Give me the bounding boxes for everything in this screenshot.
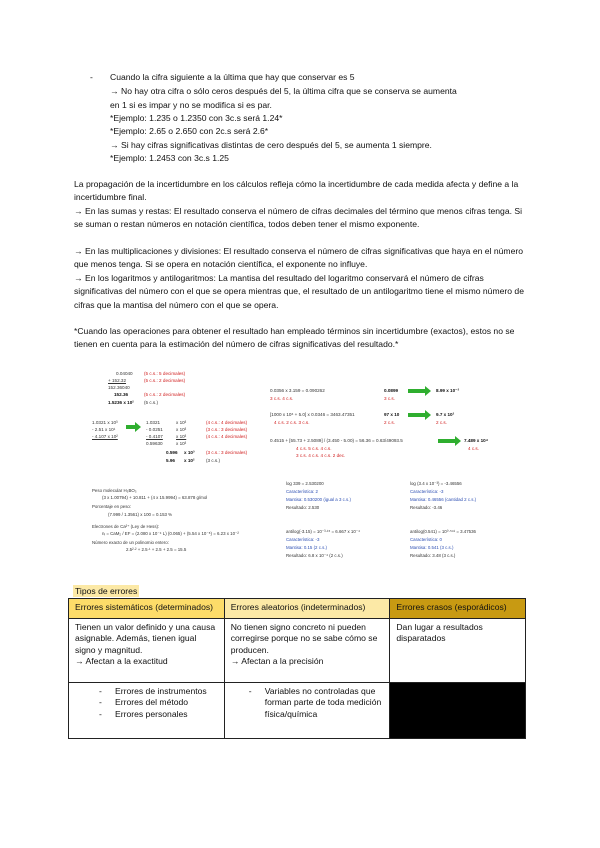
mol-title: Electrones de Ca²⁺ (Ley de Hess):	[92, 524, 160, 529]
sci-term: 1.0321	[146, 420, 161, 425]
cell-text: Tienen un valor definido y una causa asignable. Además, tienen igual signo y magnitud.	[75, 621, 216, 655]
sum-note: (5 c.s.)	[144, 400, 159, 405]
cell-text: → Afectan a la precisión	[230, 656, 324, 667]
sci-note: (4 c.s.: 4 decimales)	[206, 420, 248, 425]
list-item: - Errores de instrumentos	[115, 686, 218, 698]
list-item: - Variables no controladas que forman parte de toda medición física/química	[265, 686, 384, 721]
mol-expression: 2.5²·² + 2.5·¹ + 2.5 + 2.5 = 15.5	[126, 547, 187, 552]
sci-result: 0.596	[166, 450, 178, 455]
sci-final: 5.96	[166, 458, 175, 463]
mult-note: 3 c.s. 4 c.s. 4 c.s. 2 dec.	[296, 453, 346, 458]
errors-title: Tipos de errores	[75, 586, 138, 596]
log-expression: log 339 = 2.530200	[286, 481, 324, 486]
header-gross: Errores crasos (esporádicos)	[390, 599, 526, 619]
antilog-mantissa: Mantisa: 0.541 (3 c.s.)	[410, 545, 454, 550]
mult-final: 7.489 x 10⁴	[464, 438, 488, 443]
propagation-logarithms: → En los logaritmos y antilogaritmos: La mantisa del resultado del logaritmo conservará el número de cifras significativas del número con el que se opera mientras que, el resultado de un antilogaritmo tiene el mismo número de cifras que la mantisa del número con el que se opera.	[74, 273, 524, 310]
sci-exp: x 10³	[176, 441, 187, 446]
mult-note: 2 c.s.	[384, 420, 395, 425]
mol-title: Porcentaje en peso:	[92, 504, 132, 509]
gross-description: Dan lugar a resultados disparatados	[390, 618, 526, 682]
log-characteristic: Característica: 2	[286, 489, 318, 494]
rounding-rule-line: → Si hay cifras significativas distintas de cero después del 5, se aumenta 1 siempre.	[110, 140, 432, 150]
mult-expression: [1000 x 10⁶ + 5.0] x 0.0346 = 3463.47351	[270, 412, 355, 417]
random-sources	[224, 682, 390, 738]
header-random: Errores aleatorios (indeterminados)	[224, 599, 390, 619]
rounding-example: *Ejemplo: 1.2453 con 3c.s 1.25	[110, 153, 229, 163]
cell-text: No tienen signo concreto ni pueden corregirse porque no se sabe cómo se producen.	[230, 621, 378, 655]
sci-term: - 0.4107	[146, 434, 163, 439]
sci-term: - 0.0251	[146, 427, 163, 432]
mult-note: 4 c.s. 5 c.s. 4 c.s.	[296, 446, 332, 451]
sci-term: - 4.107 x 10²	[92, 434, 118, 439]
green-arrow-icon	[408, 413, 426, 417]
log-expression: log (3.4 x 10⁻³) = -3.46556	[410, 481, 462, 486]
mult-note: 2 c.s.	[436, 420, 447, 425]
sci-exp: x 10³	[176, 420, 187, 425]
random-description	[224, 618, 390, 682]
mol-title: Número exacto de un polinomio entero:	[92, 540, 169, 545]
sci-note: (3 c.s.: 3 decimales)	[206, 427, 248, 432]
sum-note: (5 c.s.: 5 decimales)	[144, 371, 186, 376]
mult-expression: 0.4515 + [55.73 + 2.5089] / (3.450 - 5.00) = 56.36 = 0.63/49093.5	[270, 438, 403, 443]
green-arrow-icon	[438, 439, 456, 443]
mult-note: 4 c.s.	[468, 446, 479, 451]
sci-term: - 2.51 x 10¹	[92, 427, 116, 432]
table-row	[69, 618, 526, 682]
sci-exp: x 10²	[184, 458, 195, 463]
sci-exp: x 10³	[176, 434, 187, 439]
mol-title: Peso molecular H₃BO₃	[92, 488, 137, 493]
log-result: Resultado: -3.46	[410, 505, 443, 510]
rounding-rule-line: en 1 si es impar y no se modifica si es par.	[110, 100, 272, 110]
systematic-sources	[69, 682, 225, 738]
propagation-sums: → En las sumas y restas: El resultado conserva el número de cifras decimales del término que menos cifras tenga. Si se suman o restan números en notación científica, todos deben tener el mismo exponente.	[74, 206, 523, 230]
table-row	[69, 682, 526, 738]
mult-rounded: 0.0899	[384, 388, 399, 393]
rounding-rule-main: Cuando la cifra siguiente a la última que hay que conservar es 5	[110, 72, 355, 82]
mult-note: 3 c.s. 4 c.s.	[270, 396, 294, 401]
mol-expression: (3 x 1.00794) + 10.811 + (4 x 15.9994) = 63.878 g/mol	[102, 495, 208, 500]
green-arrow-icon	[408, 389, 426, 393]
sum-value: + 152.32	[108, 378, 127, 383]
sci-exp: x 10³	[176, 427, 187, 432]
mult-final: 9.7 x 10²	[436, 412, 455, 417]
sum-value: 152.36	[114, 392, 129, 397]
sci-term: 1.0321 x 10³	[92, 420, 118, 425]
list-item: - Errores del método	[115, 697, 218, 709]
sum-note: (5 c.s.: 2 decimales)	[144, 392, 186, 397]
green-arrow-icon	[126, 425, 136, 429]
mult-final: 8.99 x 10⁻²	[436, 388, 460, 393]
antilog-expression: antilog(0.541) = 10⁰·⁵⁴¹ = 3.47536	[410, 529, 477, 534]
antilog-mantissa: Mantisa: 0.15 (2 c.s.)	[286, 545, 327, 550]
sci-sum: 0.59630	[146, 441, 163, 446]
log-result: Resultado: 2.530	[286, 505, 320, 510]
header-systematic: Errores sistemáticos (determinados)	[69, 599, 225, 619]
bullet-dash: -	[90, 72, 93, 82]
antilog-characteristic: Característica: 0	[410, 537, 442, 542]
mult-note: 4 c.s. 2 c.s. 3 c.s.	[274, 420, 310, 425]
cell-text: → Afectan a la exactitud	[75, 656, 168, 667]
systematic-description	[69, 618, 225, 682]
mult-expression: 0.0356 x 3.159 = 0.090262	[270, 388, 325, 393]
sum-value: 152.36040	[108, 385, 130, 390]
sci-exp: x 10³	[184, 450, 195, 455]
exact-terms-note: *Cuando las operaciones para obtener el resultado han empleado términos sin incertidumbre (exactos), estos no se tienen en cuenta para la estimación del número de cifras significativas del resultado.*	[74, 326, 515, 350]
rounding-rule-line: → No hay otra cifra o sólo ceros después del 5, la última cifra que se conserva se aumenta	[110, 86, 457, 96]
mult-rounded: 97 x 10	[384, 412, 400, 417]
antilog-result: Resultado: 6.8 x 10⁻⁴ (2 c.s.)	[286, 553, 343, 558]
sum-note: (5 c.s.: 2 decimales)	[144, 378, 186, 383]
list-item: - Errores personales	[115, 709, 218, 721]
gross-sources-blank	[390, 682, 526, 738]
log-mantissa: Mantisa: 0.46556 (cantidad 2 c.s.)	[410, 497, 477, 502]
table-header-row	[69, 599, 526, 619]
worked-examples-figure	[78, 366, 528, 584]
mult-note: 3 c.s.	[384, 396, 395, 401]
mol-expression: (7.999 / 1.3561) x 100 = 0.153 %	[108, 512, 173, 517]
error-types-table	[68, 598, 526, 739]
antilog-result: Resultado: 3.48 (3 c.s.)	[410, 553, 456, 558]
antilog-expression: antilog(-3.15) = 10⁻³·¹⁵ = 6.667 x 10⁻⁴	[286, 529, 360, 534]
log-characteristic: Característica: -3	[410, 489, 444, 494]
propagation-intro: La propagación de la incertidumbre en los cálculos refleja cómo la incertidumbre de cada medida afecta y define a la incertidumbre final.	[74, 179, 519, 203]
sci-note: (3 c.s.)	[206, 458, 221, 463]
antilog-characteristic: Característica: -3	[286, 537, 320, 542]
sci-note: (3 c.s.: 3 decimales)	[206, 450, 248, 455]
sum-value: 1.5236 x 10²	[108, 400, 134, 405]
rounding-example: *Ejemplo: 2.65 o 2.650 con 2c.s será 2.6*	[110, 126, 269, 136]
mol-expression: nᵢ = CaM₂ / EF = (2.080 x 10⁻⁴ L) (0.065) + (5.54 x 10⁻⁸) = 6.23 x 10⁻²	[102, 531, 239, 536]
propagation-multiplication: → En las multiplicaciones y divisiones: El resultado conserva el número de cifras significativas que haya en el número que menos tenga. Si se opera en notación científica, el exponente no influye.	[74, 246, 524, 270]
sci-note: (4 c.s.: 4 decimales)	[206, 434, 248, 439]
log-mantissa: Mantisa: 0.530200 (igual a 3 c.s.)	[286, 497, 351, 502]
sum-value: 0.04040	[116, 371, 133, 376]
rounding-example: *Ejemplo: 1.235 o 1.2350 con 3c.s será 1.24*	[110, 113, 283, 123]
